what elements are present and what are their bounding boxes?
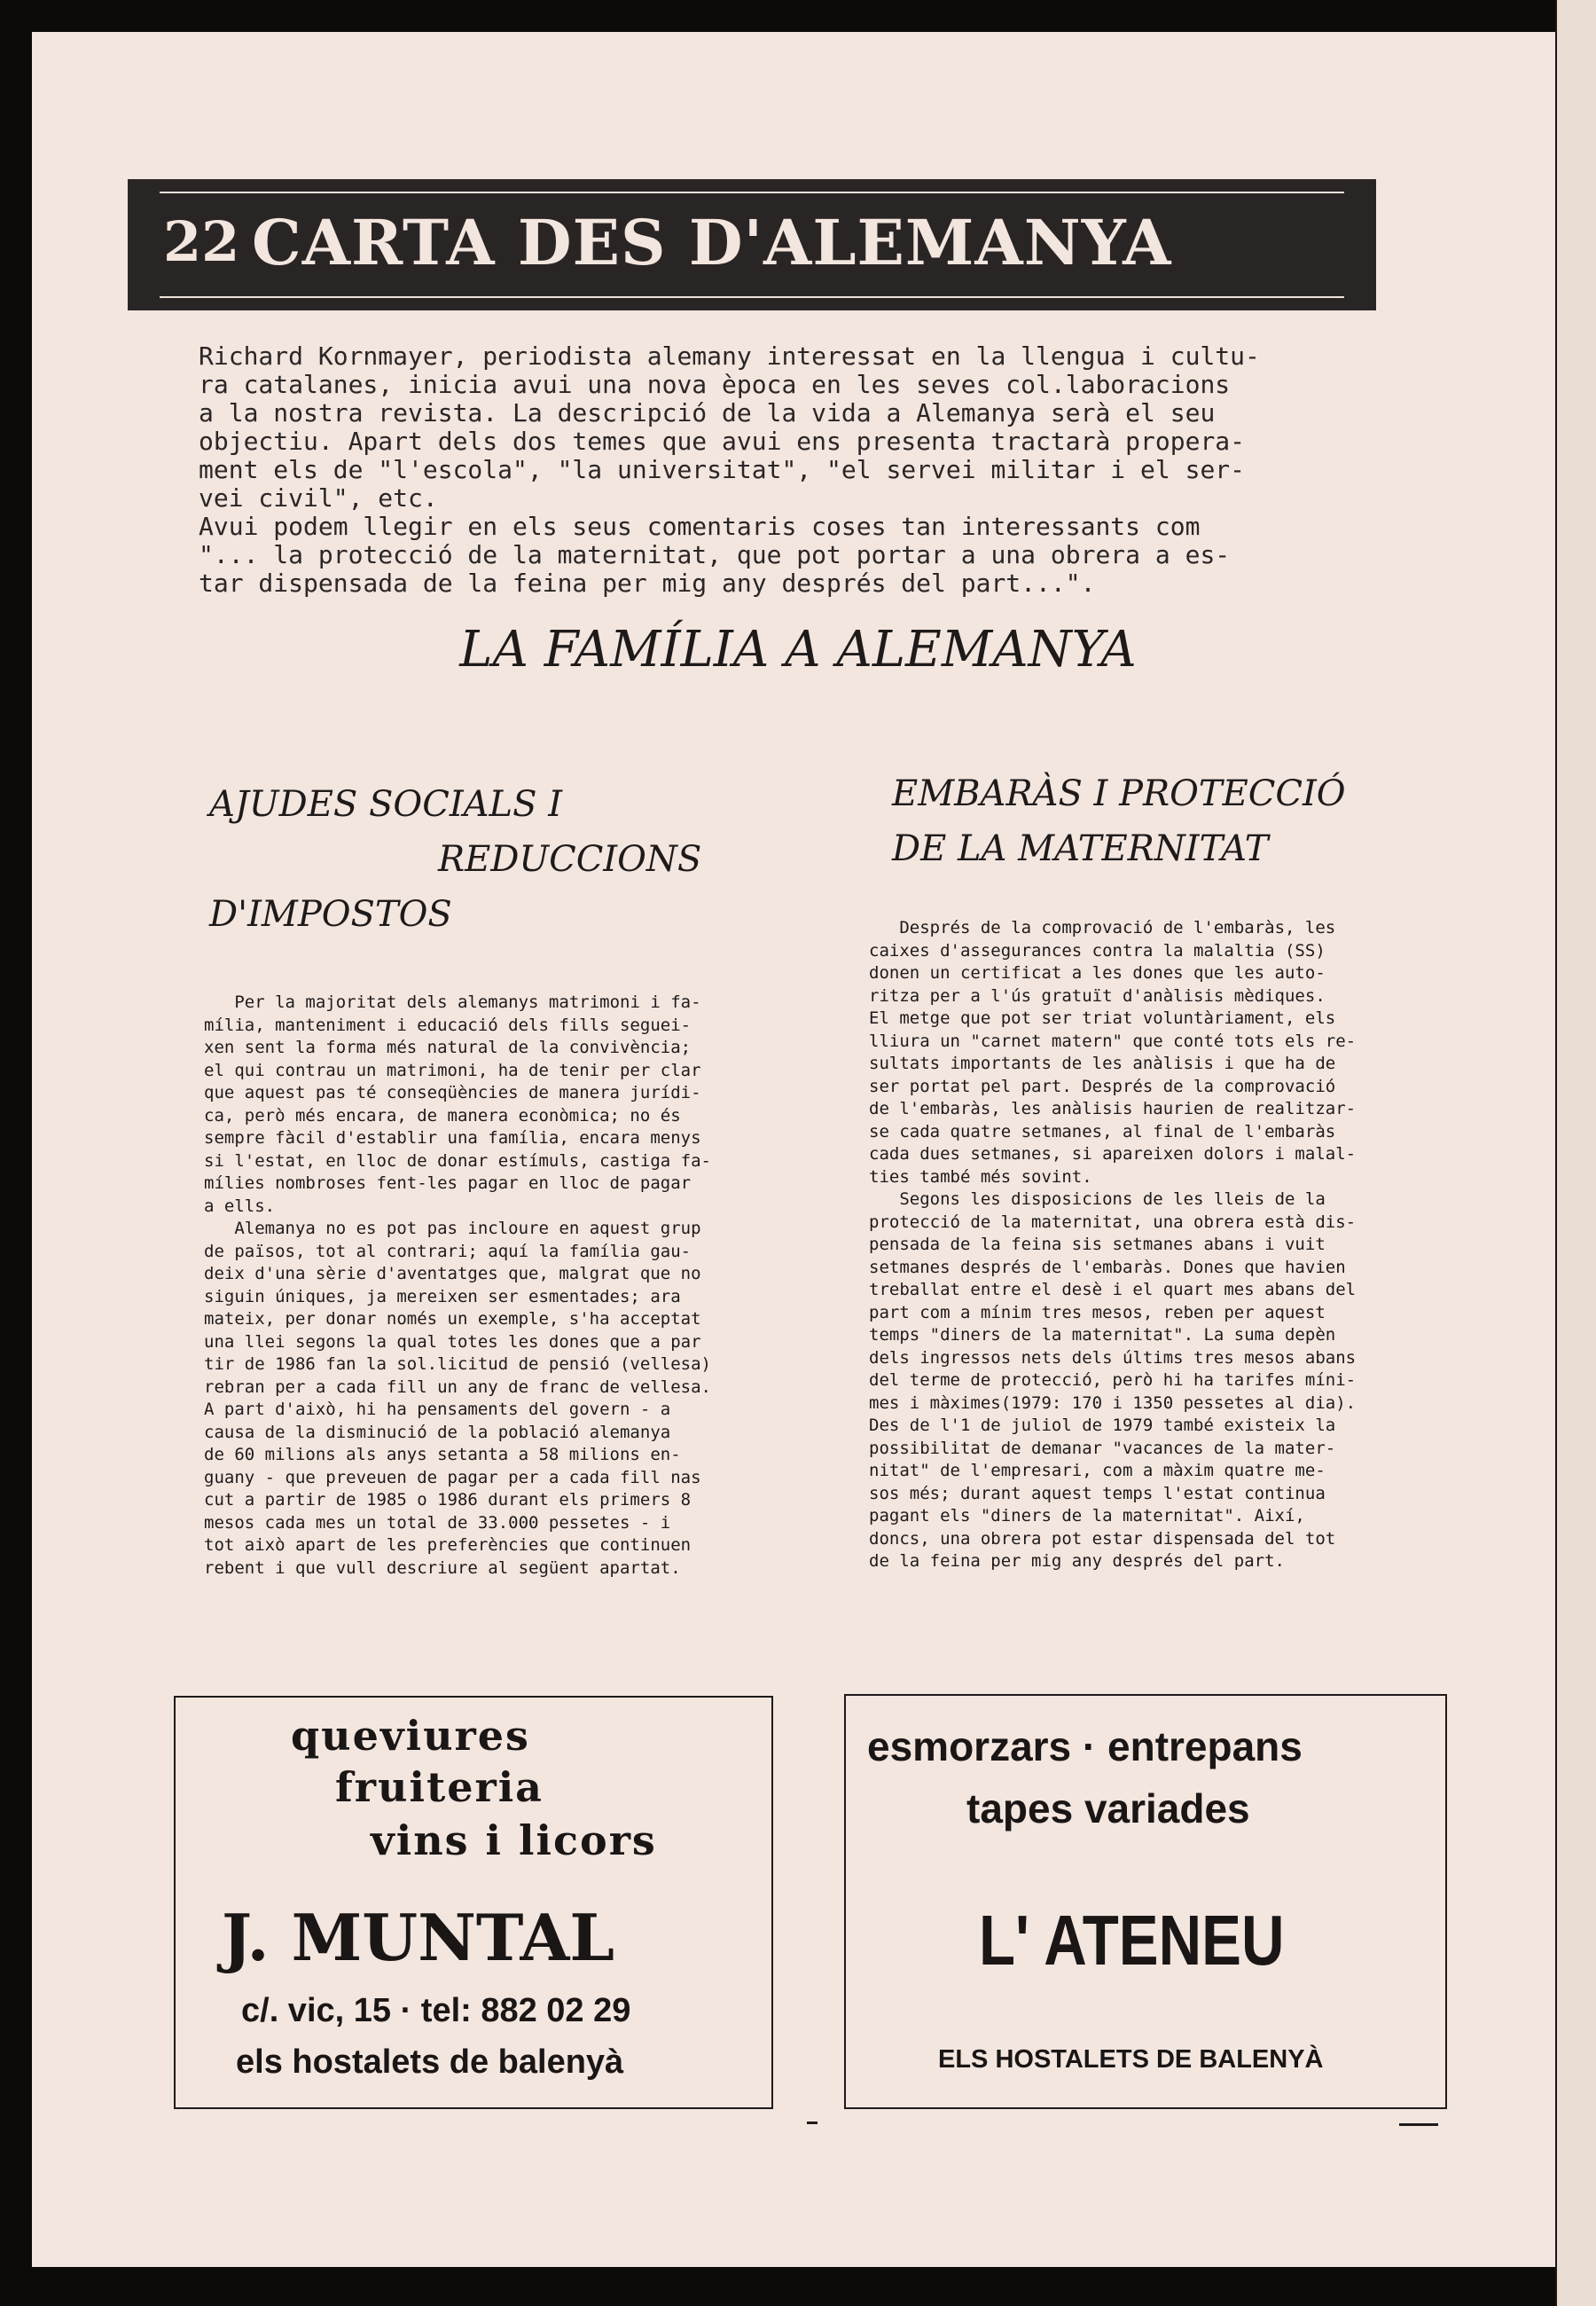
left-column-body: Per la majoritat dels alemanys matrimoni i fa- mília, manteniment i educació dels fills seguei- xen sent la forma més natural de la convivència; el qui contrau un matrimoni, ha de tenir per clar que aquest pas té conseqüències de manera jurídi- ca, però més encara, de manera econòmica; no és sempre fàcil d'establir una família, encara menys si l'estat, en lloc de donar estímuls, castiga fa- mílies nombroses fent-les pagar en lloc de pagar a ells. Alemanya no es pot pas incloure en aquest grup de països, tot al contrari; aquí la família gau- deix d'una sèrie d'aventatges que, malgrat que no siguin úniques, ja mereixen ser esmentades; ara mateix, per donar només un exemple, s'ha acceptat una llei segons la qual totes les dones que a par tir de 1986 fan la sol.licitud de pensió (vellesa) rebran per a cada fill un any de franc de vellesa. A part d'això, hi ha pensaments del govern - a causa de la disminució de la població alemanya de 60 milions als anys setanta a 58 milions en- guany - que preveuen de pagar per a cada fill nas cut a partir de 1985 o 1986 durant els primers 8 mesos cada mes un total de 33.000 pessetes - i tot això apart de les preferències que continuen rebent i que vull descriure al següent apartat. [204,992,711,1578]
right-column-body: Després de la comprovació de l'embaràs, les caixes d'assegurances contra la malaltia (SS) donen un certificat a les dones que les auto- ritza per a l'ús gratuït d'anàlisis mèdiques. El metge que pot ser triat voluntàriament, els lliura un "carnet matern" que conté tots els re- sultats importants de les anàlisis i que ha de ser portat pel part. Després de la comprovació de l'embaràs, les anàlisis haurien de realitzar- se cada quatre setmanes, al final de l'embaràs cada dues setmanes, si apareixen dolors i malal- ties també més sovint. Segons les disposicions de les lleis de la protecció de la maternitat, una obrera està dis- pensada de la feina sis setmanes abans i vuit setmanes després de l'embaràs. Dones que havien treballat entre el desè i el quart mes abans del part com a mínim tres mesos, reben per aquest temps "diners de la maternitat". La suma depèn dels ingressos nets dels últims tres mesos abans del terme de protecció, però hi ha tarifes míni- mes i màximes(1979: 170 i 1350 pessetes al dia). Des de l'1 de juliol de 1979 també existeix la possibilitat de demanar "vacances de la mater- nitat" de l'empresari, com a màxim quatre me- sos més; durant aquest temps l'estat continua pagant els "diners de la maternitat". Així, doncs, una obrera pot estar dispensada del tot de la feina per mig any després del part. [869,918,1357,1571]
ad-muntal-town: els hostalets de balenyà [236,2043,624,2081]
ad-ateneu-town: ELS HOSTALETS DE BALENYÀ [938,2045,1324,2074]
page-number: 22 [163,209,240,274]
bottom-mark [807,2122,818,2124]
ad-muntal-name: J. MUNTAL [222,1900,615,1975]
article-title: LA FAMÍLIA A ALEMANYA [459,621,1137,678]
next-page-edge [1555,0,1596,2306]
ad-ateneu-line1: esmorzars · entrepans [867,1723,1303,1769]
ad-ateneu [844,1694,1447,2109]
ad-muntal-line3: vins i licors [371,1816,657,1864]
section-title: CARTA DES D'ALEMANYA [252,206,1172,279]
header-rule-bottom [160,296,1344,298]
ad-muntal [174,1696,773,2109]
left-heading-line1: AJUDES SOCIALS I [209,784,562,825]
intro-paragraph: Richard Kornmayer, periodista alemany interessat en la llengua i cultu- ra catalanes, inicia avui una nova època en les seves col.laboracions a la nostra revista. La descripció de la vida a Alemanya serà el seu objectiu. Apart dels dos temes que avui ens presenta tractarà propera- ment els de "l'escola", "la universitat", "el servei militar i el ser- vei civil", etc. Avui podem llegir en els seus comentaris coses tan interessants com "... la protecció de la maternitat, que pot portar a una obrera a es- tar dispensada de la feina per mig any després del part...". [199,341,1260,598]
right-heading-line1: EMBARÀS I PROTECCIÓ [892,773,1346,814]
right-heading-line2: DE LA MATERNITAT [892,828,1269,869]
bottom-rule-fragment [1399,2123,1438,2126]
ad-ateneu-name: L' ATENEU [979,1901,1285,1980]
section-header-bar [128,179,1376,310]
header-rule-top [160,192,1344,193]
left-heading-line3: D'IMPOSTOS [209,894,452,935]
ad-muntal-line1: queviures [291,1712,530,1760]
left-heading-line2: REDUCCIONS [438,839,702,880]
ad-ateneu-line2: tapes variades [966,1785,1250,1831]
ad-muntal-address: c/. vic, 15 · tel: 882 02 29 [241,1992,631,2029]
ad-muntal-line2: fruiteria [335,1763,544,1811]
